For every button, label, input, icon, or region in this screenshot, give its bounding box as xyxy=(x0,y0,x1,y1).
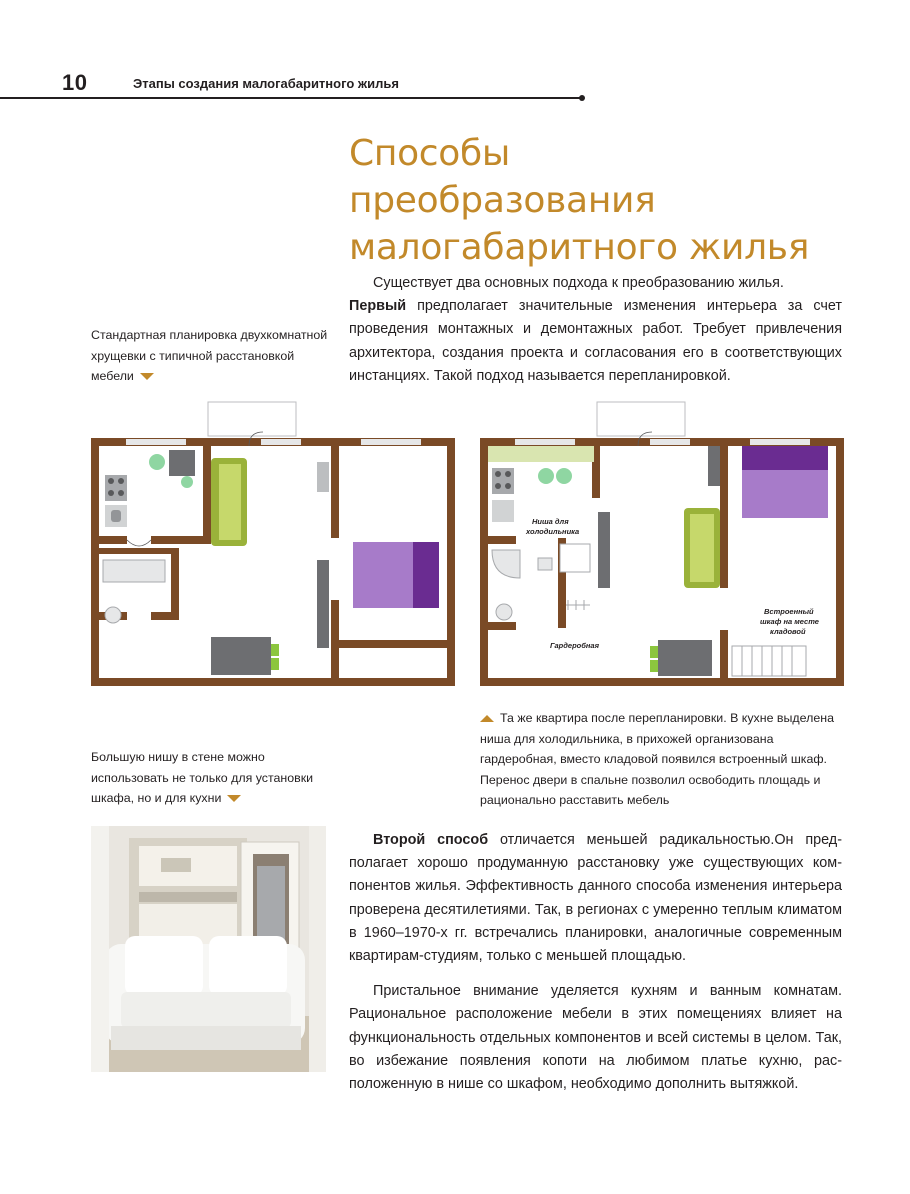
page-title xyxy=(349,130,869,271)
kitchen-counter xyxy=(488,446,594,462)
page-number: 10 xyxy=(62,70,88,95)
fridge-niche xyxy=(560,544,590,572)
second-method-paragraph-1-rest: отличается меньшей радикальностью.Он предполагает хорошо продуманную расстановку уже существующих компонентов жилья. Эффективность данного способа изменения интерьера проверена десятилетиями. Так, в регионах с умеренно теплым климатом в 1960–1970-х гг. встречались планировки, аналогичные современным квартирам-студиям, только с меньшей площадью. xyxy=(349,832,842,965)
triangle-up-icon xyxy=(480,715,494,722)
windows xyxy=(515,439,810,445)
second-method-text xyxy=(349,829,842,1096)
page-title-line-2: преобразования xyxy=(349,180,656,221)
partition-wardrobe xyxy=(598,512,610,588)
intro-paragraph-1 xyxy=(349,272,842,295)
dining-table xyxy=(658,640,712,676)
running-header: Этапы создания малогабаритного жилья xyxy=(133,76,399,91)
dining-table xyxy=(211,637,271,675)
toilet xyxy=(105,607,121,623)
page-title-line-1: Способы xyxy=(349,133,511,174)
triangle-down-icon xyxy=(140,373,154,380)
label-fridge-niche-2: холодильника xyxy=(526,527,580,536)
caption-standard-plan-text: Стандартная планировка двухкомнатной хрущевки с типичной расстановкой мебели xyxy=(91,328,328,383)
builtin-wardrobe xyxy=(732,646,806,676)
balcony xyxy=(597,402,685,436)
living-room-photo xyxy=(91,826,326,1072)
wardrobe xyxy=(317,560,329,648)
bathtub xyxy=(103,560,165,582)
label-builtin-2: шкаф на месте xyxy=(760,617,819,626)
plant xyxy=(538,468,554,484)
balcony xyxy=(208,402,296,436)
triangle-down-icon xyxy=(227,795,241,802)
header-rule xyxy=(0,97,582,99)
toilet xyxy=(496,604,512,620)
label-builtin-3: кладовой xyxy=(770,627,806,636)
caption-after-plan-text: Та же квартира после перепланировки. В кухне выделена ниша для холодильника, в прихожей организована гардеробная, вместо кладовой появился встроенный шкаф. Перенос двери в спальне позволил освободить площадь и рационально расставить мебель xyxy=(480,711,834,807)
caption-niche-text: Большую нишу в стене можно использовать не только для установки шкафа, но и для кухни xyxy=(91,750,314,805)
stove xyxy=(492,468,514,494)
intro-text xyxy=(349,272,842,388)
intro-paragraph-2 xyxy=(349,295,842,388)
caption-standard-plan xyxy=(91,325,331,387)
stove xyxy=(105,475,127,501)
second-method-paragraph-2: Пристальное внимание уделяется кухням и ванным комнатам. Рациональное расположение мебели в этих помещениях влияет на функциональность отдельных компонентов и всей системы в целом. Так, во избежание появления копоти на любимом платье кухню, расположенную в нише со шкафом, необходимо дополнить вытяжкой. xyxy=(349,983,842,1093)
caption-after-plan xyxy=(480,708,850,811)
kitchen-table xyxy=(169,450,195,476)
sink xyxy=(492,500,514,522)
windows xyxy=(126,439,421,445)
intro-bold-word: Первый xyxy=(349,298,407,315)
floor-plan-before xyxy=(91,400,455,692)
label-builtin-1: Встроенный xyxy=(764,607,814,616)
second-method-bold: Второй способ xyxy=(373,832,489,848)
intro-sentence: Существует два основных подхода к преобразованию жилья. xyxy=(373,275,784,291)
label-wardrobe-room: Гардеробная xyxy=(550,641,599,650)
page-title-line-3: малогабаритного жилья xyxy=(349,227,810,268)
caption-niche xyxy=(91,747,331,809)
label-fridge-niche-1: Ниша для xyxy=(532,517,569,526)
second-method-paragraph-1 xyxy=(349,829,842,968)
intro-rest: предполагает значительные изменения интерьера за счет проведения монтажных и демонтажных работ. Требует привлечения архитектора, создания проекта и согласования его в соответствующих инстанциях. Такой подход называется перепланировкой. xyxy=(349,298,842,384)
header-rule-dot xyxy=(579,95,585,101)
plant xyxy=(149,454,165,470)
floor-plan-after xyxy=(480,400,844,692)
